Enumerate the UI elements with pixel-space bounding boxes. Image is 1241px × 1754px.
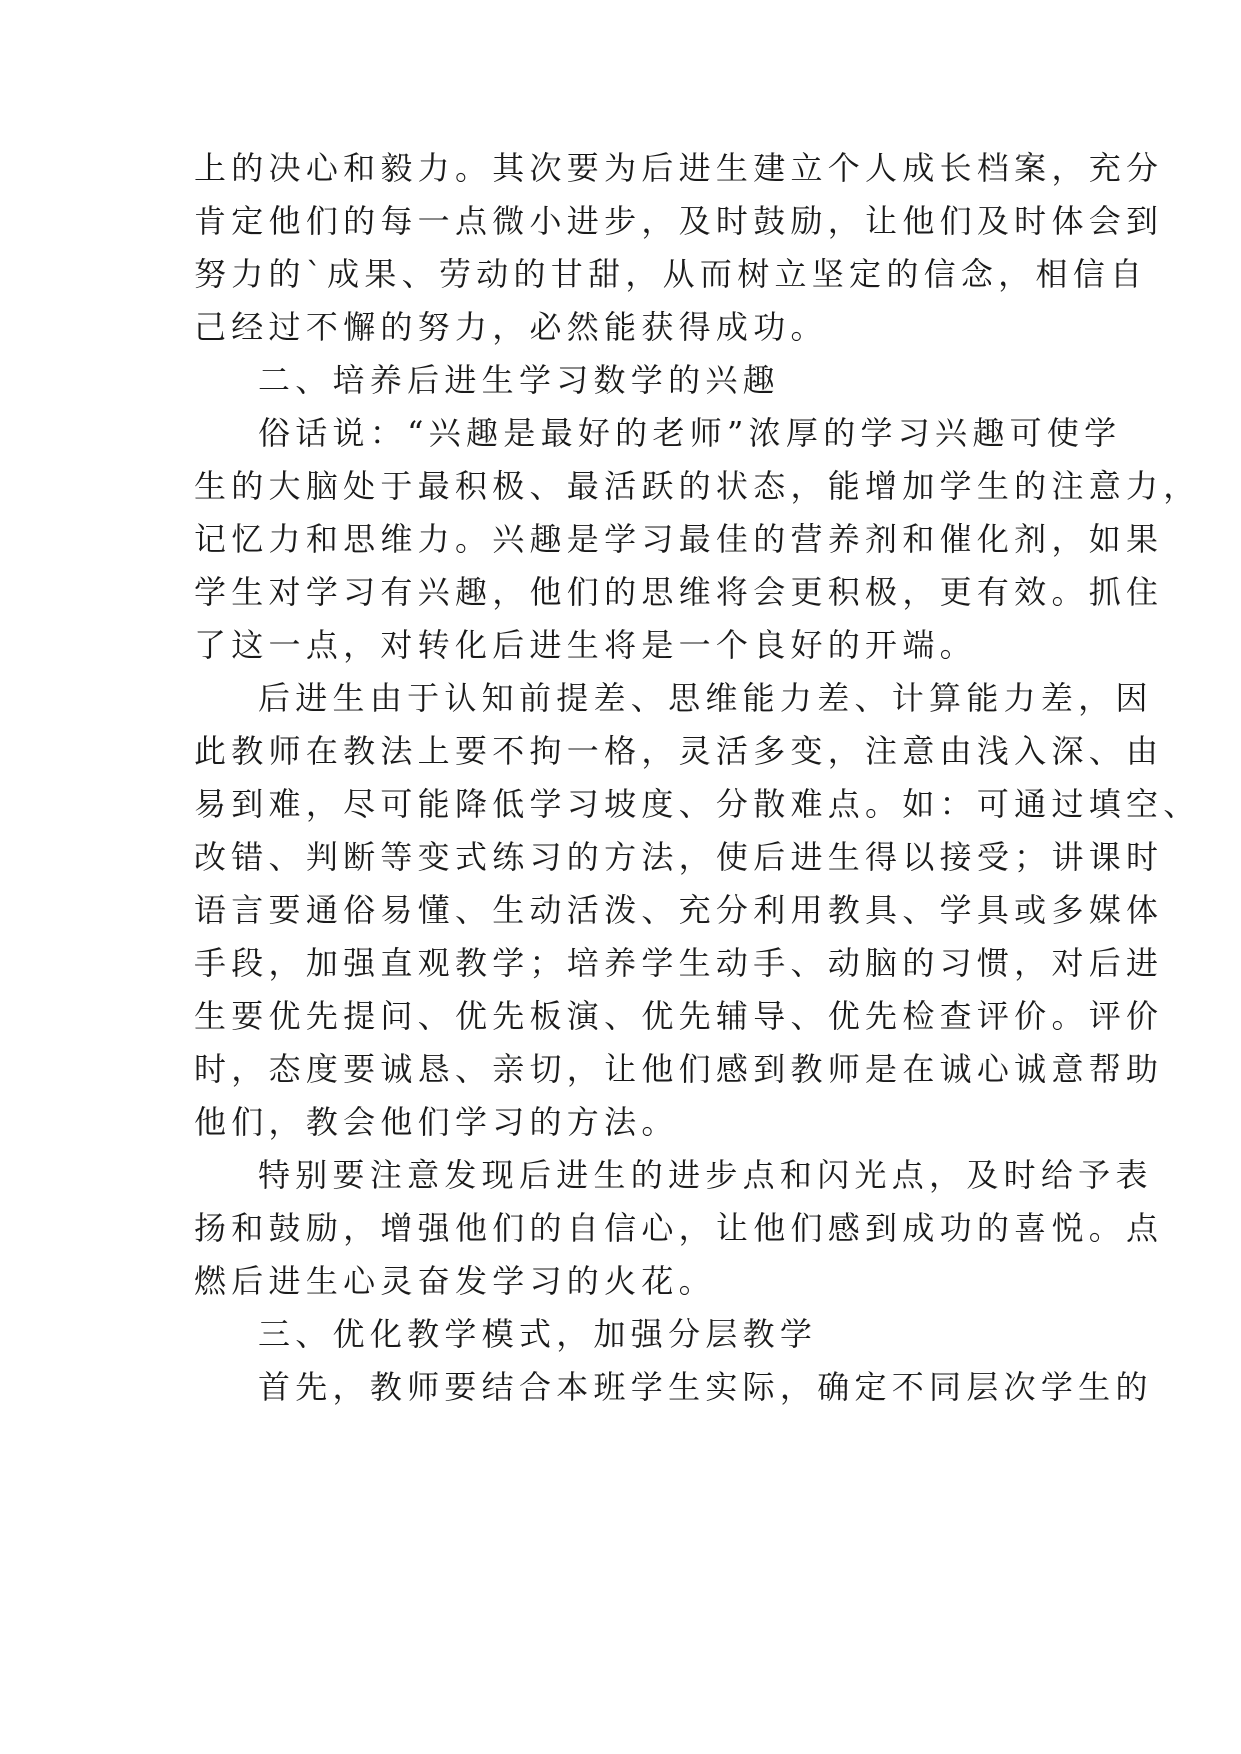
- text-line: 学生对学习有兴趣，他们的思维将会更积极，更有效。抓住: [194, 573, 1164, 611]
- text-line: 易到难，尽可能降低学习坡度、分散难点。如：可通过填空、: [194, 785, 1201, 823]
- text-line: 肯定他们的每一点微小进步，及时鼓励，让他们及时体会到: [194, 202, 1164, 240]
- text-line: 改错、判断等变式练习的方法，使后进生得以接受；讲课时: [194, 838, 1164, 876]
- text-line: 时，态度要诚恳、亲切，让他们感到教师是在诚心诚意帮助: [194, 1050, 1164, 1088]
- text-line: 首先，教师要结合本班学生实际，确定不同层次学生的: [258, 1368, 1153, 1406]
- section-heading: 二、培养后进生学习数学的兴趣: [258, 361, 780, 399]
- text-line: 他们，教会他们学习的方法。: [194, 1103, 679, 1141]
- text-line: 俗话说：“兴趣是最好的老师”浓厚的学习兴趣可使学: [258, 414, 1122, 452]
- text-line: 了这一点，对转化后进生将是一个良好的开端。: [194, 626, 977, 664]
- section-heading: 三、优化教学模式，加强分层教学: [258, 1315, 818, 1353]
- text-line: 语言要通俗易懂、生动活泼、充分利用教具、学具或多媒体: [194, 891, 1164, 929]
- text-line: 扬和鼓励，增强他们的自信心，让他们感到成功的喜悦。点: [194, 1209, 1164, 1247]
- text-line: 己经过不懈的努力，必然能获得成功。: [194, 308, 828, 346]
- text-line: 手段，加强直观教学；培养学生动手、动脑的习惯，对后进: [194, 944, 1164, 982]
- text-line: 努力的`成果、劳动的甘甜，从而树立坚定的信念，相信自: [194, 255, 1148, 293]
- text-line: 此教师在教法上要不拘一格，灵活多变，注意由浅入深、由: [194, 732, 1164, 770]
- text-line: 后进生由于认知前提差、思维能力差、计算能力差，因: [258, 679, 1153, 717]
- text-line: 生的大脑处于最积极、最活跃的状态，能增加学生的注意力，: [194, 467, 1201, 505]
- text-line: 特别要注意发现后进生的进步点和闪光点，及时给予表: [258, 1156, 1153, 1194]
- text-line: 生要优先提问、优先板演、优先辅导、优先检查评价。评价: [194, 997, 1164, 1035]
- text-line: 燃后进生心灵奋发学习的火花。: [194, 1262, 716, 1300]
- text-line: 上的决心和毅力。其次要为后进生建立个人成长档案，充分: [194, 149, 1164, 187]
- text-line: 记忆力和思维力。兴趣是学习最佳的营养剂和催化剂，如果: [194, 520, 1164, 558]
